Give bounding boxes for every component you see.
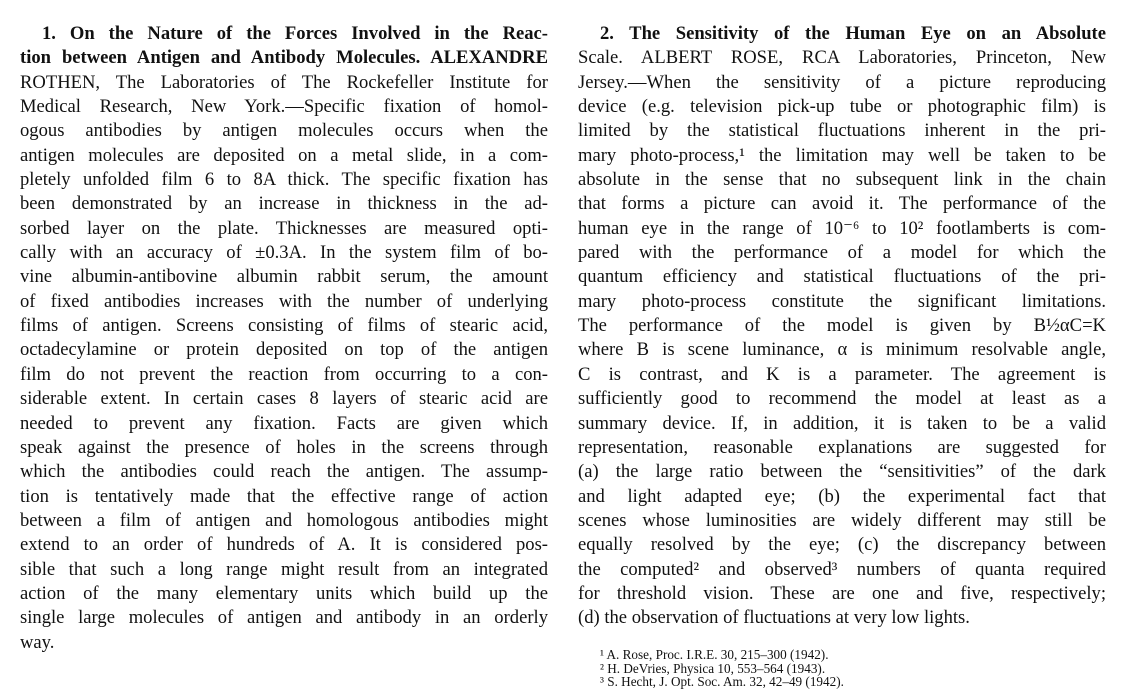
article-text-line: (a) the large ratio between the “sensitivities” of the dark [578, 461, 1106, 483]
article-text-line: films of antigen. Screens consisting of films of stearic acid, [20, 315, 548, 337]
article-text-line: Jersey.—When the sensitivity of a picture reproducing [578, 71, 1106, 93]
article-text-line: and light adapted eye; (b) the experimental fact that [578, 485, 1106, 507]
footnotes [600, 648, 1100, 689]
article-text-line: mary photo-process constitute the significant limitations. [578, 290, 1106, 312]
footnote-2: ² H. DeVries, Physica 10, 553–564 (1943). [600, 660, 826, 676]
article-text-line: vine albumin-antibovine albumin rabbit serum, the amount [20, 266, 548, 288]
article-text-line: cally with an accuracy of ±0.3A. In the system film of bo- [20, 242, 548, 264]
article-affiliation-line: Medical Research, New York.—Specific fixation of homol- [20, 96, 548, 118]
article-text-line: of fixed antibodies increases with the number of underlying [20, 290, 548, 312]
article-title-line: 1. On the Nature of the Forces Involved in the Reac- [42, 23, 548, 44]
article-text-line: representation, reasonable explanations are suggested for [578, 436, 1106, 458]
article-text-line: sufficiently good to recommend the model at least as a [578, 388, 1106, 410]
article-text-line: limited by the statistical fluctuations inherent in the pri- [578, 120, 1106, 142]
article-text-line: antigen molecules are deposited on a metal slide, in a com- [20, 144, 548, 166]
article-text-line: been demonstrated by an increase in thickness in the ad- [20, 193, 548, 215]
article-text-line: quantum efficiency and statistical fluctuations of the pri- [578, 266, 1106, 288]
article-text-line: that forms a picture can avoid it. The performance of the [578, 193, 1106, 215]
article-author-line: Scale. ALBERT ROSE, RCA Laboratories, Princeton, New [578, 47, 1106, 69]
article-title-line: tion between Antigen and Antibody Molecules. ALEXANDRE [20, 47, 548, 69]
article-text-line: the computed² and observed³ numbers of quanta required [578, 558, 1106, 580]
article-text-line: needed to prevent any fixation. Facts are given which [20, 412, 548, 434]
article-text-line: tion is tentatively made that the effective range of action [20, 485, 548, 507]
article-text-line: human eye in the range of 10⁻⁶ to 10² footlamberts is com- [578, 217, 1106, 239]
article-text-line: pared with the performance of a model for which the [578, 242, 1106, 264]
footnote-3: ³ S. Hecht, J. Opt. Soc. Am. 32, 42–49 (1942). [600, 674, 844, 690]
article-text-line: ogous antibodies by antigen molecules occurs when the [20, 120, 548, 142]
article-text-line: siderable extent. In certain cases 8 layers of stearic acid are [20, 388, 548, 410]
article-text-line: device (e.g. television pick-up tube or photographic film) is [578, 96, 1106, 118]
article-text-line: way. [20, 631, 55, 653]
article-text-line: (d) the observation of fluctuations at very low lights. [578, 607, 970, 629]
article-title-line: 2. The Sensitivity of the Human Eye on an Absolute [600, 23, 1106, 44]
article-text-line: which the antibodies could reach the antigen. The assump- [20, 461, 548, 483]
article-text-line: absolute in the sense that no subsequent link in the chain [578, 169, 1106, 191]
article-author-line: ROTHEN, The Laboratories of The Rockefeller Institute for [20, 71, 548, 93]
article-text-line: action of the many elementary units which build up the [20, 582, 548, 604]
article-text-line: sorbed layer on the plate. Thicknesses are measured opti- [20, 217, 548, 239]
article-text-line: C is contrast, and K is a parameter. The agreement is [578, 363, 1106, 385]
article-text-line: speak against the presence of holes in the screens through [20, 436, 548, 458]
article-text-line: for threshold vision. These are one and five, respectively; [578, 582, 1106, 604]
article-text-line: equally resolved by the eye; (c) the discrepancy between [578, 534, 1106, 556]
article-text-line: between a film of antigen and homologous antibodies might [20, 509, 548, 531]
article-text-line: The performance of the model is given by B½αC=K [578, 315, 1106, 337]
article-rose [578, 22, 1106, 631]
article-text-line: summary device. If, in addition, it is taken to be a valid [578, 412, 1106, 434]
article-text-line: sible that such a long range might result from an integrated [20, 558, 548, 580]
article-text-line: extend to an order of hundreds of A. It is considered pos- [20, 534, 548, 556]
article-rothen [20, 22, 548, 655]
article-text-line: pletely unfolded film 6 to 8A thick. The specific fixation has [20, 169, 548, 191]
article-text-line: mary photo-process,¹ the limitation may well be taken to be [578, 144, 1106, 166]
article-text-line: where B is scene luminance, α is minimum resolvable angle, [578, 339, 1106, 361]
article-text-line: film do not prevent the reaction from occurring to a con- [20, 363, 548, 385]
article-text-line: single large molecules of antigen and antibody in an orderly [20, 607, 548, 629]
article-text-line: octadecylamine or protein deposited on top of the antigen [20, 339, 548, 361]
article-text-line: scenes whose luminosities are widely different may still be [578, 509, 1106, 531]
footnote-1: ¹ A. Rose, Proc. I.R.E. 30, 215–300 (1942). [600, 647, 829, 662]
